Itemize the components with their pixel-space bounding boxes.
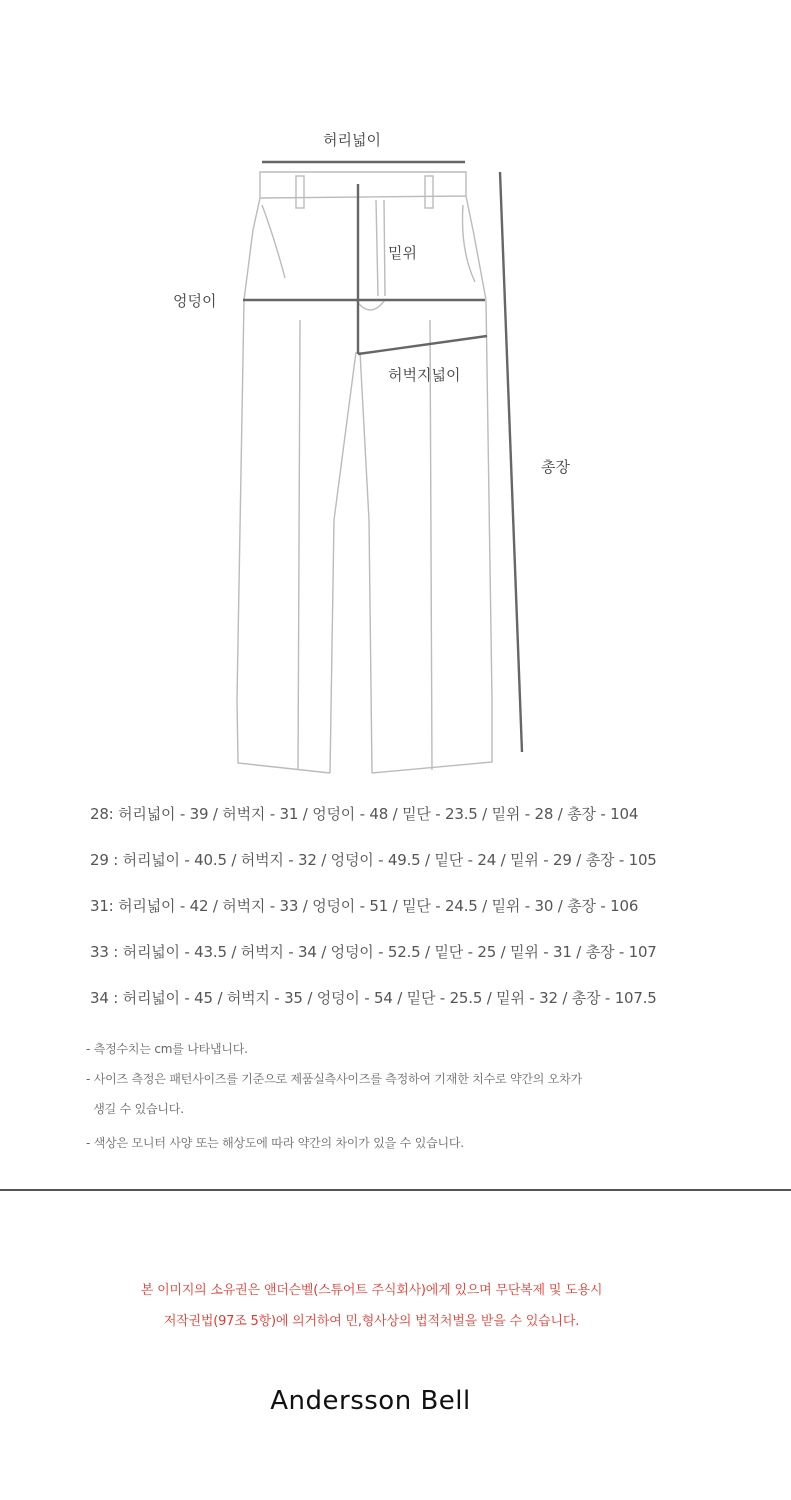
hip-label: 엉덩이 [173, 292, 217, 310]
note-measurement: - 사이즈 측정은 패턴사이즈를 기준으로 제품실측사이즈를 측정하여 기재한 치수로 약간의 오차가 [86, 1072, 582, 1086]
waist-label: 허리넓이 [323, 131, 381, 149]
note-measurement-cont: 생길 수 있습니다. [86, 1102, 184, 1116]
copyright-line-2: 저작권법(97조 5항)에 의거하여 민,형사상의 법적처벌을 받을 수 있습니다. [163, 1314, 580, 1329]
length-measure-line [500, 172, 522, 752]
size-row-31: 31: 허리넓이 - 42 / 허벅지 - 33 / 엉덩이 - 51 / 밑단 - 24.5 / 밑위 - 30 / 총장 - 106 [90, 897, 639, 915]
size-row-34: 34 : 허리넓이 - 45 / 허벅지 - 35 / 엉덩이 - 54 / 밑단 - 25.5 / 밑위 - 32 / 총장 - 107.5 [90, 989, 657, 1007]
copyright-line-1: 본 이미지의 소유권은 앤더슨벨(스튜어트 주식회사)에게 있으며 무단복제 및 도용시 [140, 1283, 603, 1298]
section-divider [0, 1189, 791, 1191]
size-row-29: 29 : 허리넓이 - 40.5 / 허벅지 - 32 / 엉덩이 - 49.5 / 밑단 - 24 / 밑위 - 29 / 총장 - 105 [90, 851, 657, 869]
size-row-33: 33 : 허리넓이 - 43.5 / 허벅지 - 34 / 엉덩이 - 52.5 / 밑단 - 25 / 밑위 - 31 / 총장 - 107 [90, 943, 657, 961]
length-label: 총장 [541, 458, 570, 476]
size-row-28: 28: 허리넓이 - 39 / 허벅지 - 31 / 엉덩이 - 48 / 밑단 - 23.5 / 밑위 - 28 / 총장 - 104 [90, 805, 639, 823]
thigh-measure-line [358, 336, 487, 354]
brand-logo: Andersson Bell [270, 1386, 471, 1416]
thigh-label: 허벅지넓이 [388, 366, 461, 384]
note-unit: - 측정수치는 cm를 나타냅니다. [86, 1042, 248, 1056]
note-color: - 색상은 모니터 사양 또는 해상도에 따라 약간의 차이가 있을 수 있습니다. [86, 1136, 464, 1150]
rise-label: 밑위 [388, 244, 417, 262]
